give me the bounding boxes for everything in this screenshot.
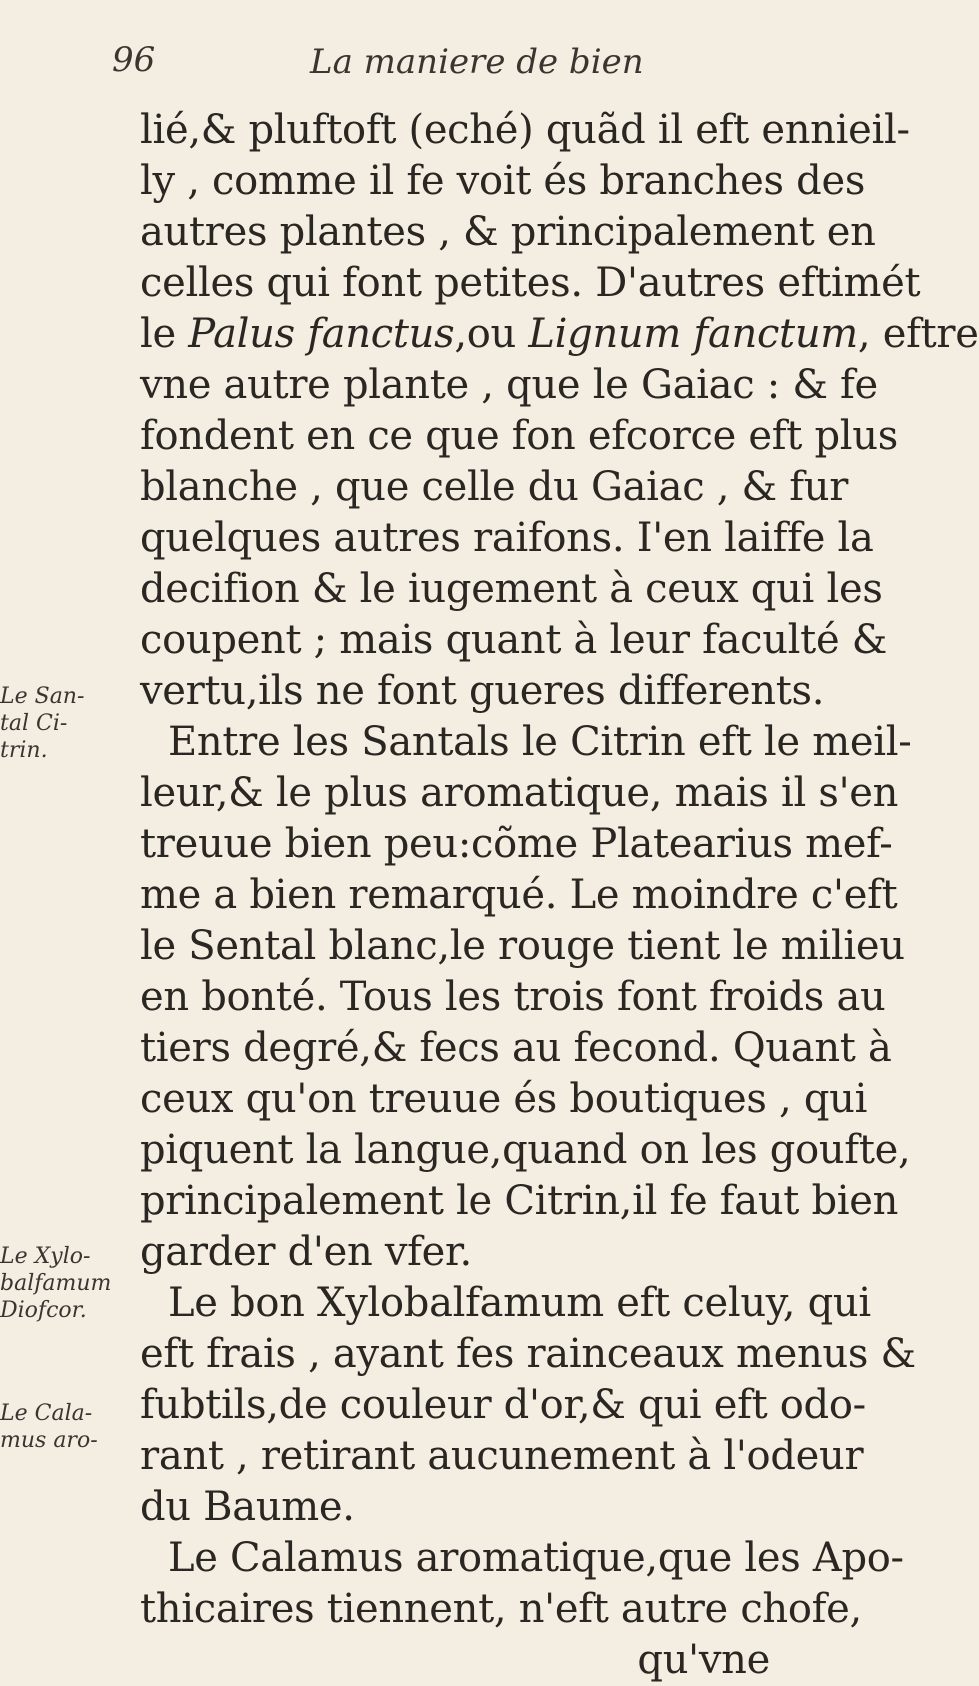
text-line: piquent la langue,quand on les goufte, xyxy=(140,1127,911,1173)
text-line: treuue bien peu:cõme Platearius mef- xyxy=(140,821,893,867)
text-line: principalement le Citrin,il fe faut bien xyxy=(140,1178,899,1224)
text-line: autres plantes , & principalement en xyxy=(140,209,876,255)
text-line: garder d'en vfer. xyxy=(140,1229,472,1275)
text-line: celles qui font petites. D'autres eftimét xyxy=(140,260,921,306)
text-line: ly , comme il fe voit és branches des xyxy=(140,158,866,204)
text-fragment: ,ou xyxy=(454,311,529,357)
text-line: eft frais , ayant fes rainceaux menus & xyxy=(140,1331,916,1377)
text-line: leur,& le plus aromatique, mais il s'en xyxy=(140,770,899,816)
margin-note-xylobalsamum xyxy=(0,1243,140,1324)
margin-note-line: Diofcor. xyxy=(0,1298,87,1323)
text-fragment: le xyxy=(140,311,189,357)
text-line: fondent en ce que fon efcorce eft plus xyxy=(140,413,898,459)
catchword: qu'vne xyxy=(637,1637,770,1683)
text-line: quelques autres raifons. I'en laiffe la xyxy=(140,515,874,561)
text-line: Le bon Xylobalfamum eft celuy, qui xyxy=(168,1280,871,1326)
margin-note-line: Le Cala- xyxy=(0,1401,93,1426)
text-line: thicaires tiennent, n'eft autre chofe, xyxy=(140,1586,862,1632)
text-line: fubtils,de couleur d'or,& qui eft odo- xyxy=(140,1382,866,1428)
text-line: Le Calamus aromatique,que les Apo- xyxy=(168,1535,904,1581)
text-line: me a bien remarqué. Le moindre c'eft xyxy=(140,872,898,918)
page-number: 96 xyxy=(112,40,156,80)
text-line: decifion & le iugement à ceux qui les xyxy=(140,566,883,612)
text-line-with-latin-terms xyxy=(140,309,979,360)
margin-note-line: Le Xylo- xyxy=(0,1244,91,1269)
margin-note-santal xyxy=(0,683,140,764)
margin-note-line: mus aro- xyxy=(0,1428,98,1453)
text-line: le Sental blanc,le rouge tient le milieu xyxy=(140,923,905,969)
text-line: rant , retirant aucunement à l'odeur xyxy=(140,1433,864,1479)
text-line: lié,& pluftoft (eché) quãd il eft ennieil- xyxy=(140,107,910,153)
running-head: La maniere de bien xyxy=(310,42,644,82)
text-line: du Baume. xyxy=(140,1484,355,1530)
margin-note-line: tal Ci- xyxy=(0,711,68,736)
text-line: ceux qu'on treuue és boutiques , qui xyxy=(140,1076,868,1122)
latin-term: Lignum fanctum xyxy=(528,311,858,357)
margin-note-calamus xyxy=(0,1400,140,1454)
text-line: coupent ; mais quant à leur faculté & xyxy=(140,617,888,663)
text-line: Entre les Santals le Citrin eft le meil- xyxy=(168,719,912,765)
body-text xyxy=(140,105,979,1686)
margin-note-line: trin. xyxy=(0,738,48,763)
text-line: vertu,ils ne font gueres differents. xyxy=(140,668,825,714)
margin-note-line: Le San- xyxy=(0,684,85,709)
text-line: en bonté. Tous les trois font froids au xyxy=(140,974,886,1020)
text-fragment: , eftre xyxy=(857,311,979,357)
text-line: blanche , que celle du Gaiac , & fur xyxy=(140,464,849,510)
margin-note-line: balfamum xyxy=(0,1271,112,1296)
text-line: tiers degré,& fecs au fecond. Quant à xyxy=(140,1025,892,1071)
text-line: vne autre plante , que le Gaiac : & fe xyxy=(140,362,878,408)
latin-term: Palus fanctus xyxy=(188,311,455,357)
page-header xyxy=(0,40,800,102)
